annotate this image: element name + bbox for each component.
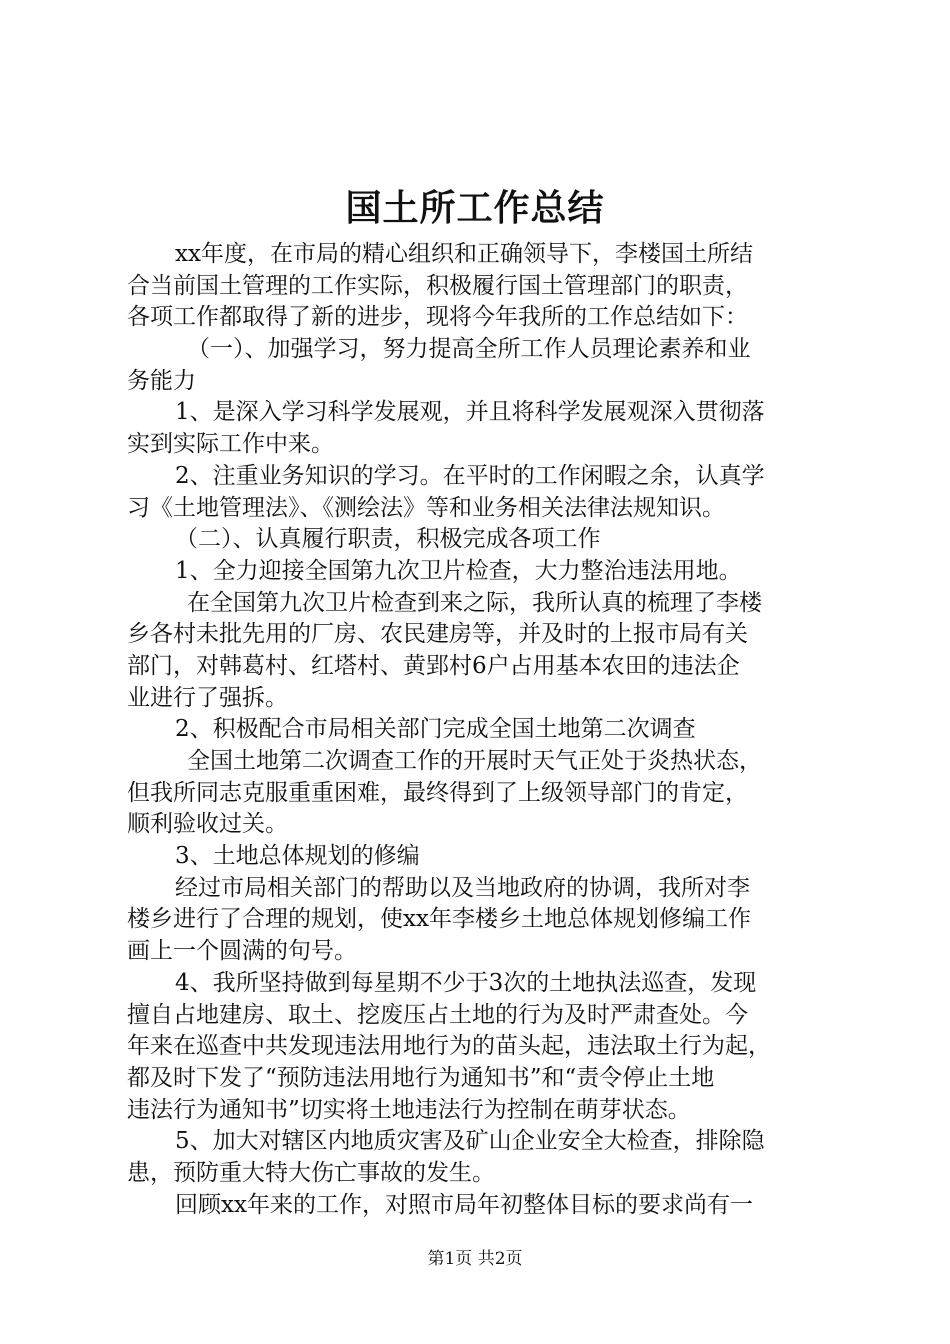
paragraph-line: 1、全力迎接全国第九次卫片检查，大力整治违法用地。	[175, 557, 742, 584]
page-footer: 第1页 共2页	[427, 1249, 523, 1269]
paragraph-line: 年来在巡查中共发现违法用地行为的苗头起，违法取土行为起，	[127, 1033, 771, 1060]
paragraph-line: 顺利验收过关。	[127, 811, 288, 838]
paragraph-line: 2、积极配合市局相关部门完成全国土地第二次调查	[175, 716, 696, 743]
section-heading-line: （一）、加强学习，努力提高全所工作人员理论素养和业	[187, 336, 751, 363]
paragraph-line: xx年度，在市局的精心组织和正确领导下，李楼国土所结	[175, 241, 753, 267]
paragraph-line: 1、是深入学习科学发展观，并且将科学发展观深入贯彻落	[175, 399, 765, 426]
paragraph-line: 业进行了强拆。	[127, 684, 288, 711]
paragraph-line: 违法行为通知书”切实将土地违法行为控制在萌芽状态。	[127, 1096, 691, 1123]
paragraph-line: 患，预防重大特大伤亡事故的发生。	[127, 1159, 495, 1186]
section-heading-line: （二）、认真履行职责，积极完成各项工作	[175, 526, 601, 553]
paragraph-line: 部门，对韩葛村、红塔村、黄郢村6户占用基本农田的违法企	[127, 652, 740, 679]
paragraph-line: 经过市局相关部门的帮助以及当地政府的协调，我所对李	[175, 874, 750, 901]
paragraph-line: 实到实际工作中来。	[127, 431, 334, 458]
paragraph-line: 全国土地第二次调查工作的开展时天气正处于炎热状态，	[187, 748, 762, 774]
paragraph-line: 但我所同志克服重重困难，最终得到了上级领导部门的肯定，	[127, 779, 748, 806]
paragraph-line: 在全国第九次卫片检查到来之际，我所认真的梳理了李楼	[187, 589, 762, 616]
paragraph-line: 2、注重业务知识的学习。在平时的工作闲暇之余，认真学	[175, 462, 765, 489]
document-body	[127, 239, 827, 1221]
document-title: 国土所工作总结	[345, 187, 605, 229]
paragraph-line: 楼乡进行了合理的规划，使xx年李楼乡土地总体规划修编工作	[127, 906, 751, 933]
paragraph-line: 合当前国土管理的工作实际，积极履行国土管理部门的职责，	[127, 272, 748, 299]
paragraph-line: 擅自占地建房、取土、挖废压占土地的行为及时严肃查处。今	[127, 1001, 748, 1028]
paragraph-line: 习《土地管理法》、《测绘法》等和业务相关法律法规知识。	[127, 494, 725, 521]
paragraph-line: 4、我所坚持做到每星期不少于3次的土地执法巡查，发现	[175, 969, 757, 996]
paragraph-line: 都及时下发了“预防违法用地行为通知书”和“责令停止土地	[127, 1064, 715, 1091]
paragraph-line: 5、加大对辖区内地质灾害及矿山企业安全大检查，排除隐	[175, 1128, 765, 1155]
paragraph-line: 各项工作都取得了新的进步，现将今年我所的工作总结如下：	[127, 304, 748, 331]
section-heading-line: 务能力	[127, 367, 196, 394]
paragraph-line: 3、土地总体规划的修编	[175, 843, 420, 870]
paragraph-line: 回顾xx年来的工作，对照市局年初整体目标的要求尚有一	[175, 1191, 753, 1218]
paragraph-line: 乡各村未批先用的厂房、农民建房等，并及时的上报市局有关	[127, 621, 748, 648]
paragraph-line: 画上一个圆满的句号。	[127, 938, 357, 965]
